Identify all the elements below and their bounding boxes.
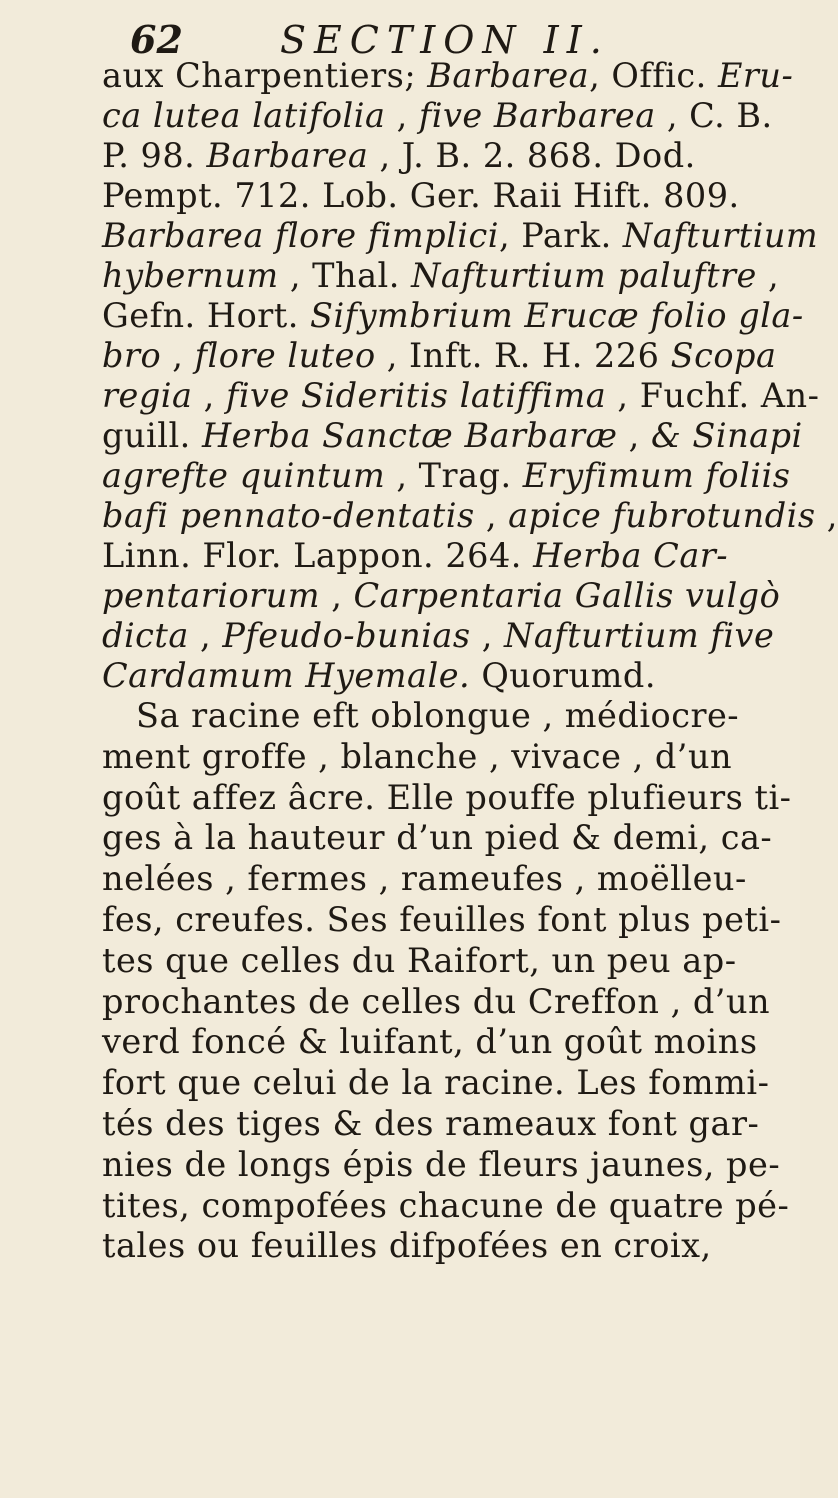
roman-text: , J. B. 2. 868. Dod. (368, 136, 696, 175)
text-line (102, 1063, 778, 1104)
roman-text: , (470, 616, 505, 655)
roman-text: ment groffe , blanche , vivace , d’un (102, 736, 733, 776)
roman-text: , (320, 576, 354, 615)
roman-text: Pempt. 712. Lob. Ger. Raii Hift. 809. (102, 176, 740, 215)
text-line (102, 96, 778, 136)
roman-text: , (192, 376, 226, 415)
roman-text: nelées , fermes , rameufes , moëlleu- (102, 859, 747, 899)
text-line (102, 216, 819, 256)
italic-text: pentariorum (102, 576, 321, 615)
italic-text: apice fubrotundis (508, 496, 816, 535)
roman-text: , (385, 96, 419, 135)
italic-text: Barbarea (427, 56, 590, 95)
roman-text: guill. (102, 416, 202, 455)
roman-text: Linn. Flor. Lappon. 264. (102, 536, 534, 575)
page-number: 62 (130, 17, 183, 62)
roman-text: , (474, 496, 509, 535)
italic-text: Nafturtium five (504, 616, 775, 655)
italic-text: Carpentaria Gallis vulgò (353, 576, 781, 615)
text-line (102, 982, 778, 1023)
roman-text: aux Charpentiers; (102, 56, 428, 95)
italic-text: Sifymbrium Erucæ folio gla- (310, 296, 804, 335)
roman-text: verd foncé & luifant, d’un goût moins (102, 1022, 758, 1062)
roman-text: fes, creufes. Ses feuilles font plus peti- (102, 899, 782, 939)
roman-text: Quorumd. (470, 656, 656, 695)
italic-text: Cardamum Hyemale. (102, 656, 471, 695)
italic-text: & Sinapi (650, 416, 803, 455)
italic-text: ca lutea latifolia (102, 96, 386, 135)
text-line (102, 336, 778, 376)
italic-text: five Barbarea (418, 96, 656, 135)
text-line (102, 941, 778, 982)
text-line (102, 696, 778, 737)
roman-text: tés des tiges & des rameaux font gar- (102, 1103, 760, 1143)
text-line (102, 737, 778, 778)
text-line (102, 256, 778, 296)
italic-text: bafi pennato-dentatis (102, 496, 475, 535)
text-line (102, 296, 804, 336)
roman-text: , C. B. (655, 96, 773, 135)
paragraph-synonyms (102, 56, 838, 696)
roman-text: , (161, 336, 195, 375)
italic-text: agrefte quintum (102, 456, 386, 495)
italic-text: regia (102, 376, 193, 415)
italic-text: Barbarea (206, 136, 369, 175)
italic-text: Eryfimum foliis (522, 456, 791, 495)
text-line (102, 56, 794, 96)
italic-text: Nafturtium (622, 216, 819, 255)
roman-text: goût affez âcre. Elle pouffe plufieurs ti- (102, 777, 792, 817)
roman-text: , Fuchf. An- (606, 376, 820, 415)
roman-text: Gefn. Hort. (102, 296, 311, 335)
text-line (102, 899, 782, 941)
italic-text: five Sideritis latiffima (225, 376, 607, 415)
text-line (102, 777, 792, 819)
italic-text: hybernum (102, 256, 279, 295)
roman-text: , Offic. (589, 56, 718, 95)
running-head: SECTION II. (280, 18, 610, 62)
roman-text: , (188, 616, 223, 655)
text-line (102, 576, 781, 616)
paragraph-description (102, 696, 792, 1267)
text-line (102, 1185, 790, 1227)
roman-text: fort que celui de la racine. Les fommi- (102, 1063, 770, 1103)
text-line (102, 416, 803, 456)
text-line (102, 496, 838, 536)
text-line (102, 1104, 778, 1145)
roman-text: P. 98. (102, 136, 207, 175)
roman-text: Sa racine eft oblongue , médiocre- (136, 696, 740, 735)
roman-text: , Trag. (385, 456, 523, 495)
text-line (102, 1226, 778, 1267)
roman-text: prochantes de celles du Creffon , d’un (102, 981, 771, 1021)
italic-text: Barbarea flore fimplici (102, 216, 499, 255)
italic-text: Scopa (670, 336, 777, 375)
roman-text: tes que celles du Raifort, un peu ap- (102, 940, 737, 980)
text-line (102, 818, 778, 859)
text-line (102, 136, 778, 176)
roman-text: ges à la hauteur d’un pied & demi, ca- (102, 818, 773, 858)
text-line (102, 176, 778, 216)
roman-text: tites, compofées chacune de quatre pé- (102, 1185, 790, 1225)
text-line (102, 859, 778, 900)
italic-text: Herba Sanctæ Barbaræ (201, 416, 618, 455)
italic-text: Herba Car- (533, 536, 729, 575)
roman-text: , (815, 496, 838, 535)
italic-text: Eru- (717, 56, 794, 95)
italic-text: bro (102, 336, 162, 375)
roman-text: , Park. (498, 216, 623, 255)
text-line (102, 1022, 778, 1063)
text-line (102, 616, 778, 656)
text-line (102, 656, 778, 696)
text-line (102, 1144, 781, 1186)
italic-text: dicta (102, 616, 189, 655)
roman-text: , (756, 256, 780, 295)
text-line (102, 456, 791, 496)
text-line (102, 536, 778, 576)
italic-text: Pfeudo-bunias (222, 616, 471, 655)
italic-text: flore luteo (194, 336, 376, 375)
roman-text: nies de longs épis de fleurs jaunes, pe- (102, 1144, 781, 1184)
roman-text: , (617, 416, 651, 455)
roman-text: , Thal. (278, 256, 412, 295)
italic-text: Nafturtium paluftre (411, 256, 757, 295)
roman-text: tales ou feuilles difpofées en croix, (102, 1226, 712, 1266)
body-text (102, 56, 838, 1267)
text-line (102, 376, 820, 416)
roman-text: , Inft. R. H. 226 (375, 336, 671, 375)
